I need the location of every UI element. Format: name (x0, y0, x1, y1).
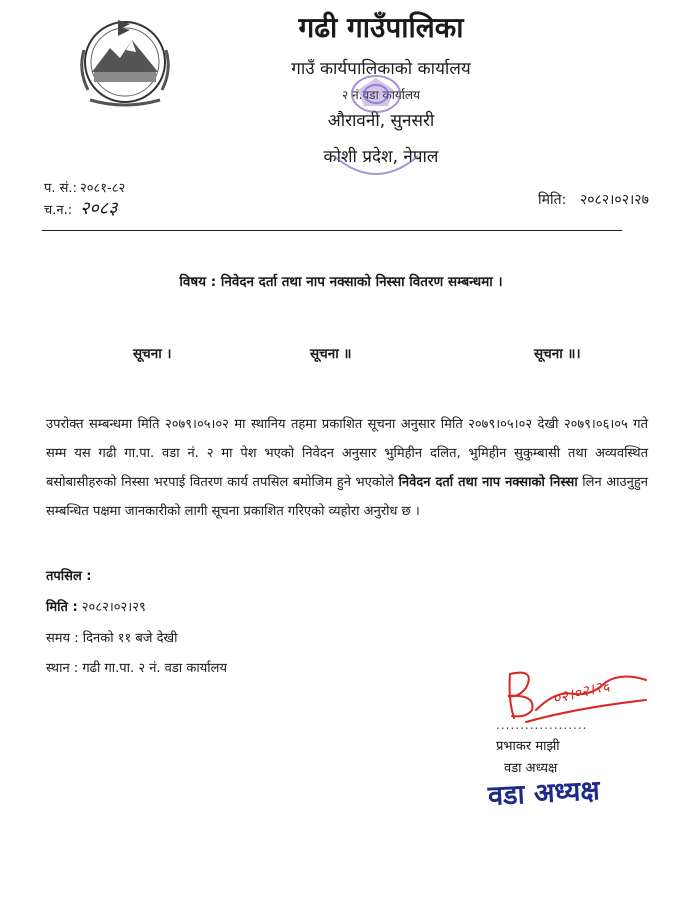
body-text-1: उपरोक्त सम्बन्धमा मिति २०७९।०५।०२ मा स्थानिय तहमा प्रकाशित सूचना अनुसार मिति २०७९।०५।०२ देखी २०७९।०६।०५ गते सम्म यस गढी गा.पा. वडा नं. २ मा पेश भएको निवेदन अनुसार भुमिहीन दलित, भुमिहीन सुकुम्बासी तथा अव्यवस्थित बसोबासीहरुको निस्सा भरपाई वितरण कार्य तपसिल बमोजिम हुने भएकोले (46, 417, 648, 490)
province-name: कोशी प्रदेश, नेपाल (323, 147, 439, 167)
details-place (46, 658, 227, 676)
municipality-title: गढी गाउँपालिका (298, 11, 464, 44)
office-stamp-icon (318, 72, 428, 202)
details-heading: तपसिल : (46, 569, 92, 584)
details-time-label: समय : (46, 631, 79, 646)
office-location: औरावनी, सुनसरी (327, 111, 435, 131)
reference-label: प. सं.: (44, 181, 77, 196)
body-text-bold: निवेदन दर्ता तथा नाप नक्साको निस्सा (398, 475, 578, 490)
body-paragraph (46, 410, 648, 526)
letter-date-label: मिति: (538, 192, 567, 208)
details-date-label: मिति : (46, 600, 78, 615)
signature-line: ................... (496, 718, 588, 732)
signatory-title: वडा अध्यक्ष (504, 761, 558, 776)
details-time (46, 628, 178, 646)
details-place-label: स्थान : (46, 661, 79, 676)
dispatch-number: २०८३ (80, 198, 118, 219)
ward-office: २ नं.वडा कार्यालय (341, 88, 421, 102)
notice-heading-1: सूचना । (133, 346, 172, 362)
letter-date: २०८२।०२।२७ (580, 192, 649, 208)
notice-heading-3: सूचना ॥। (534, 346, 581, 362)
body-text-2: लिन आउनुहुन सम्बन्धित पक्षमा जानकारीको लागी सूचना प्रकाशित गरिएको व्यहोरा अनुरोध छ । (46, 475, 649, 519)
office-name: गाउँ कार्यपालिकाको कार्यालय (291, 59, 471, 79)
details-date (46, 597, 146, 615)
header-divider (42, 230, 622, 231)
details-time-value: दिनको ११ बजे देखी (82, 631, 178, 646)
dispatch-label: च.न.: (44, 203, 73, 218)
official-seal: वडा अध्यक्ष (487, 775, 601, 812)
details-date-value: २०८२।०२।२९ (81, 600, 146, 615)
details-place-value: गढी गा.पा. २ नं. वडा कार्यालय (82, 661, 227, 676)
reference-number: २०८१-८२ (80, 181, 126, 196)
notice-heading-2: सूचना ॥ (310, 346, 352, 362)
signatory-name: प्रभाकर माझी (496, 739, 560, 754)
signature-date: ०२।०२।२६ (550, 676, 612, 708)
subject-line: विषय : निवेदन दर्ता तथा नाप नक्साको निस्सा वितरण सम्बन्धमा । (179, 274, 503, 290)
